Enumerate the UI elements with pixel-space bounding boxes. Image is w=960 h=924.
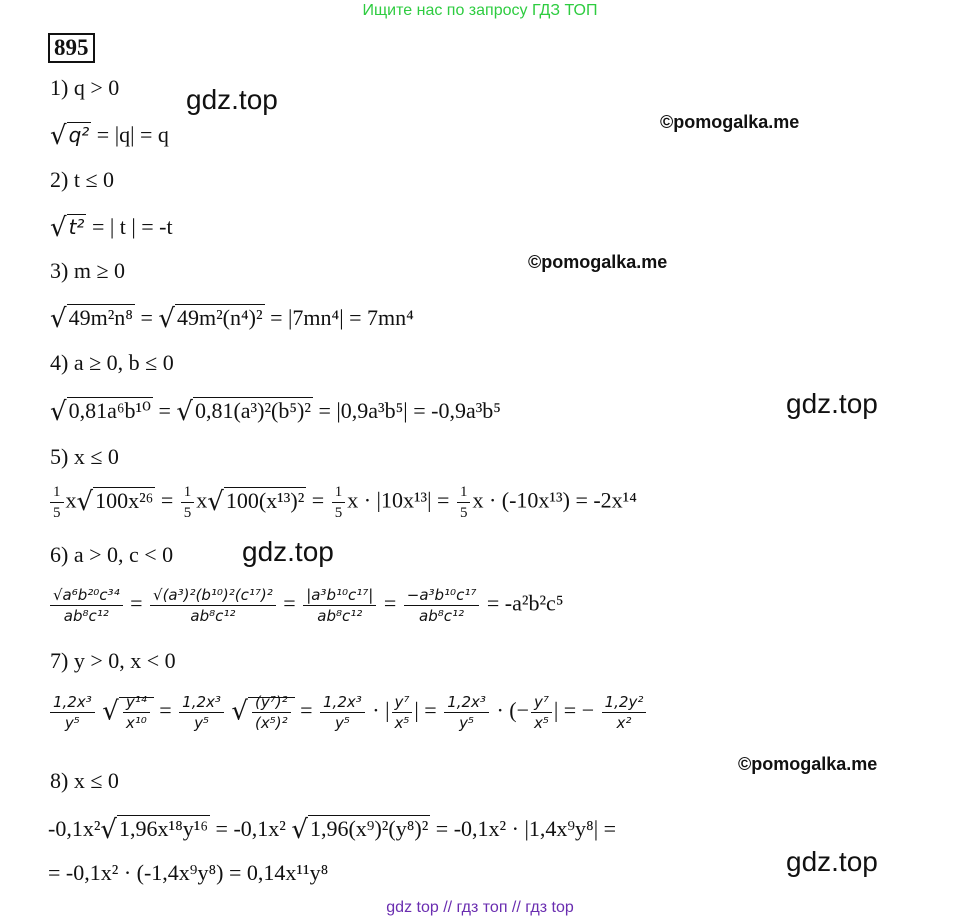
watermark-pomogalka-3: ©pomogalka.me xyxy=(738,754,878,774)
solution-7: $\frac{\text{1,2x³}}{\text{y⁵}}$ √ $\frac{\text{y¹⁴}}{\text{x¹⁰}}$ = $\frac{\text{1,2x³}}{\text{y⁵}}$ √ $\frac{\text{(y⁷)²}}{\text{(x⁵)²}}$ = $\frac{\text{1,2x³}}{\text{y⁵}}$ · | $\frac{\text{y⁷}}{\text{x⁵}}$ | = $\frac{\text{1,2x³}}{\text{y⁵}}$ · (− $\frac{\text{y⁷}}{\text{x⁵}}$ | = − $\frac{\text{1,2y²}}{\text{x²}}$ xyxy=(48,692,648,733)
footer-links[interactable]: gdz top // гдз топ // гдз top xyxy=(386,899,574,916)
condition-7: 7) y > 0, x < 0 xyxy=(50,648,176,673)
problem-number: 895 xyxy=(48,33,95,63)
condition-3: 3) m ≥ 0 xyxy=(50,258,126,283)
watermark-gdz-4: gdz.top xyxy=(786,846,878,877)
condition-5: 5) x ≤ 0 xyxy=(50,444,119,469)
condition-6: 6) a > 0, c < 0 xyxy=(50,542,174,567)
solution-5: $\frac{1}{5}$ x√100x²⁶ = $\frac{1}{5}$ x√100(x¹³)² = $\frac{1}{5}$ x · |10x¹³| = $\frac{1}{5}$ x · (-10x¹³) = -2x¹⁴ xyxy=(48,482,637,523)
watermark-gdz-1: gdz.top xyxy=(186,84,278,115)
solution-8: -0,1x²√1,96x¹⁸y¹⁶ = -0,1x² √1,96(x⁹)²(y⁸)² = -0,1x² · |1,4x⁹y⁸| = xyxy=(48,815,617,845)
watermark-gdz-2: gdz.top xyxy=(786,388,878,419)
sqrt: √ t² xyxy=(50,213,85,243)
sqrt: √ q² xyxy=(50,121,90,151)
watermark-pomogalka-1: ©pomogalka.me xyxy=(660,112,800,132)
watermark-pomogalka-2: ©pomogalka.me xyxy=(528,252,668,272)
solution-1: √ q² = |q| = q xyxy=(50,121,169,151)
solution-2: √ t² = | t | = -t xyxy=(50,213,173,243)
condition-2: 2) t ≤ 0 xyxy=(50,167,115,192)
solution-6: $\frac{\text{√a⁶b²⁰c³⁴}}{\text{ab⁸c¹²}}$ = $\frac{\text{√(a³)²(b¹⁰)²(c¹⁷)²}}{\text{ab⁸c¹²}}$ = $\frac{\text{|a³b¹⁰c¹⁷|}}{\text{ab⁸c¹²}}$ = $\frac{\text{−a³b¹⁰c¹⁷}}{\text{ab⁸c¹²}}$ = -a²b²c⁵ xyxy=(48,585,563,626)
solution-4: √0,81a⁶b¹⁰ = √0,81(a³)²(b⁵)² = |0,9a³b⁵| = -0,9a³b⁵ xyxy=(50,397,501,427)
condition-4: 4) a ≥ 0, b ≤ 0 xyxy=(50,350,174,375)
condition-8: 8) x ≤ 0 xyxy=(50,768,119,793)
solution-3: √49m²n⁸ = √49m²(n⁴)² = |7mn⁴| = 7mn⁴ xyxy=(50,304,414,334)
watermark-gdz-3: gdz.top xyxy=(242,536,334,567)
condition-1: 1) q > 0 xyxy=(50,75,120,100)
solution-8-continued: = -0,1x² · (-1,4x⁹y⁸) = 0,14x¹¹y⁸ xyxy=(48,860,329,885)
top-banner: Ищите нас по запросу ГДЗ ТОП xyxy=(362,2,598,19)
